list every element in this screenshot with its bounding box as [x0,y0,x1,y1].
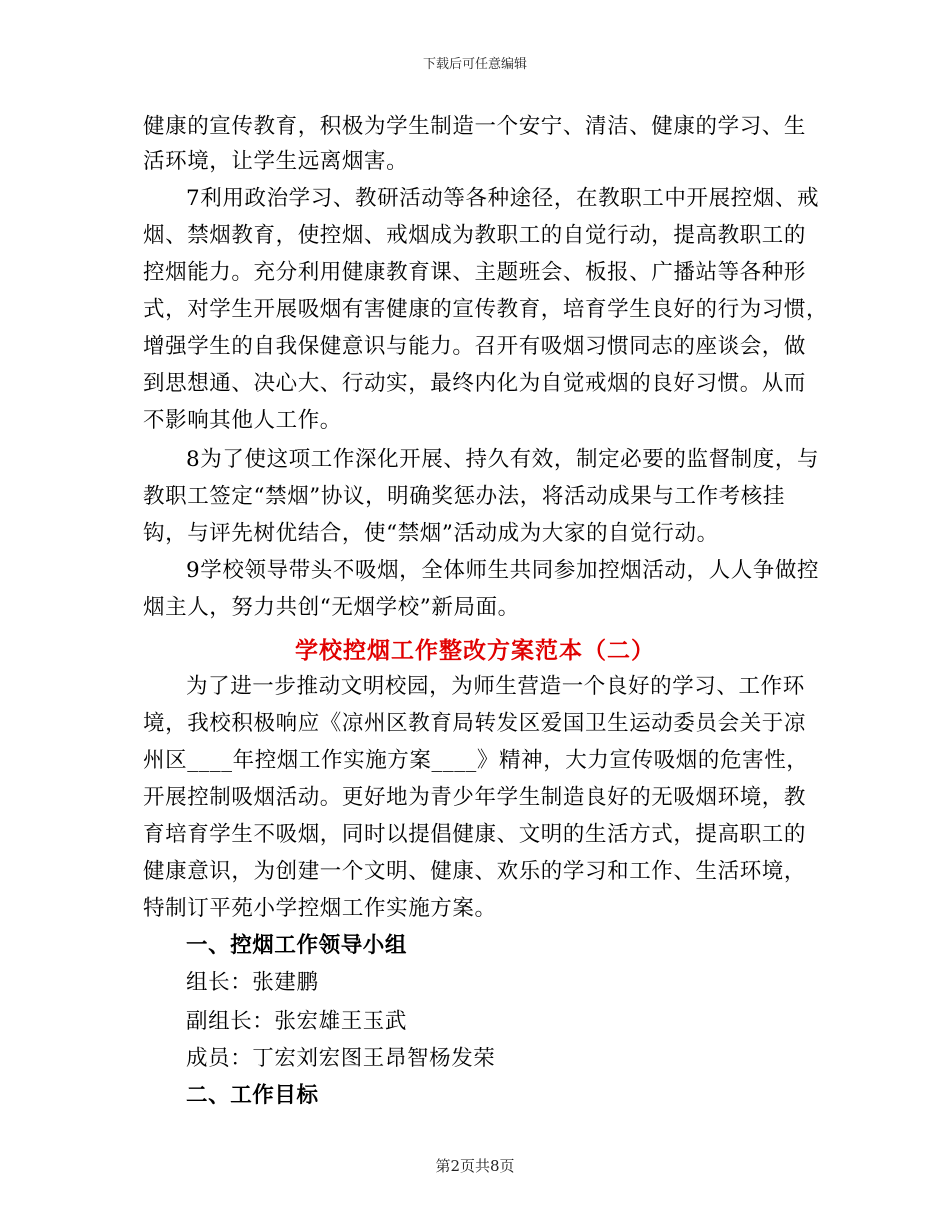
paragraph-line: 育培育学生不吸烟，同时以提倡健康、文明的生活方式，提高职工的 [143,822,807,847]
paragraph-line: 增强学生的自我保健意识与能力。召开有吸烟习惯同志的座谈会，做 [143,334,807,359]
paragraph-line: 烟主人，努力共创“无烟学校”新局面。 [143,595,520,620]
paragraph-line: 9学校领导带头不吸烟，全体师生共同参加控烟活动，人人争做控 [186,558,820,583]
paragraph-line: 教职工签定“禁烟”协议，明确奖惩办法，将活动成果与工作考核挂 [143,484,785,509]
paragraph-line: 8为了使这项工作深化开展、持久有效，制定必要的监督制度，与 [186,447,820,472]
paragraph-line: 钩，与评先树优结合，使“禁烟”活动成为大家的自觉行动。 [143,521,719,546]
heading-work-goals: 二、工作目标 [186,1083,319,1108]
paragraph-line: 不影响其他人工作。 [143,408,342,433]
paragraph-line: 健康的宣传教育，积极为学生制造一个安宁、清洁、健康的学习、生 [143,114,807,139]
page-footer: 第2页共8页 [435,1157,515,1175]
section-title: 学校控烟工作整改方案范本（二） [295,638,655,664]
paragraph-line: 特制订平苑小学控烟工作实施方案。 [143,896,497,921]
leader-line: 组长：张建鹏 [186,970,319,995]
members-line: 成员：丁宏刘宏图王昂智杨发荣 [186,1046,496,1071]
paragraph-line: 健康意识，为创建一个文明、健康、欢乐的学习和工作、生活环境， [143,859,807,884]
paragraph-line: 控烟能力。充分利用健康教育课、主题班会、板报、广播站等各种形 [143,260,807,285]
page-header: 下载后可任意编辑 [422,57,527,72]
paragraph-line: 到思想通、决心大、行动实，最终内化为自觉戒烟的良好习惯。从而 [143,371,807,396]
paragraph-line: 式，对学生开展吸烟有害健康的宣传教育，培育学生良好的行为习惯， [143,297,829,322]
paragraph-line: 烟、禁烟教育，使控烟、戒烟成为教职工的自觉行动，提高教职工的 [143,223,807,248]
deputy-leader-line: 副组长：张宏雄王玉武 [186,1009,408,1034]
paragraph-line: 活环境，让学生远离烟害。 [143,149,409,174]
paragraph-line: 7利用政治学习、教研活动等各种途径，在教职工中开展控烟、戒 [186,186,820,211]
paragraph-line: 为了进一步推动文明校园，为师生营造一个良好的学习、工作环 [186,674,805,699]
heading-leadership-group: 一、控烟工作领导小组 [186,933,408,958]
paragraph-line: 州区____年控烟工作实施方案____》精神，大力宣传吸烟的危害性， [143,748,809,773]
paragraph-line: 开展控制吸烟活动。更好地为青少年学生制造良好的无吸烟环境，教 [143,785,807,810]
paragraph-line: 境，我校积极响应《凉州区教育局转发区爱国卫生运动委员会关于凉 [143,711,807,736]
